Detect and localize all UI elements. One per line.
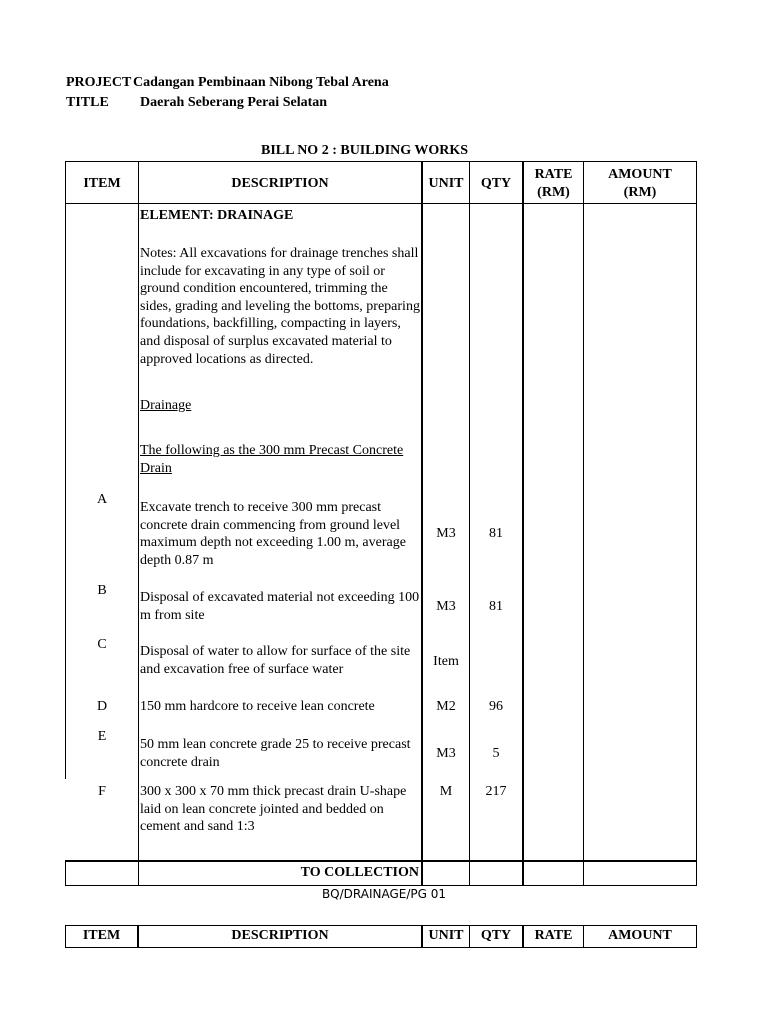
item-qty: 5 bbox=[492, 746, 500, 761]
col-line-unit bbox=[469, 161, 470, 886]
item-code: D bbox=[96, 699, 108, 714]
page2-top-border bbox=[65, 925, 697, 926]
col-header-item: ITEM bbox=[83, 176, 121, 191]
page2-header-description: DESCRIPTION bbox=[231, 928, 329, 943]
col-line-rate bbox=[583, 161, 584, 886]
item-description: 300 x 300 x 70 mm thick precast drain U-shape laid on lean concrete jointed and bedded on cement and sand 1:3 bbox=[140, 784, 407, 835]
amount-line1: AMOUNT bbox=[608, 167, 672, 182]
item-unit: Item bbox=[433, 654, 459, 669]
col-header-unit: UNIT bbox=[428, 176, 464, 191]
table-top-border bbox=[65, 161, 697, 162]
item-qty: 81 bbox=[489, 599, 503, 614]
header-bottom-border bbox=[65, 203, 697, 204]
section-heading: Drainage bbox=[140, 398, 192, 413]
item-unit: M3 bbox=[436, 746, 456, 761]
amount-line2: (RM) bbox=[623, 185, 657, 200]
bill-title: BILL NO 2 : BUILDING WORKS bbox=[261, 143, 469, 158]
item-code: C bbox=[97, 637, 107, 652]
item-qty: 217 bbox=[485, 784, 507, 799]
subsection-heading: The following as the 300 mm Precast Concrete Drain bbox=[140, 443, 404, 476]
item-code: B bbox=[97, 583, 107, 598]
page2-col-line-amount bbox=[696, 925, 697, 948]
col-line-amount bbox=[696, 161, 697, 886]
col-line-item bbox=[138, 161, 139, 886]
col-line-left-collection bbox=[65, 860, 66, 886]
to-collection-label: TO COLLECTION bbox=[300, 865, 419, 880]
col-header-rate bbox=[524, 166, 583, 202]
collection-top-border bbox=[65, 860, 697, 862]
page-reference: BQ/DRAINAGE/PG 01 bbox=[321, 887, 447, 901]
page2-bottom-border bbox=[65, 947, 697, 948]
page2-header-item: ITEM bbox=[82, 928, 121, 943]
item-unit: M bbox=[439, 784, 453, 799]
col-header-qty: QTY bbox=[480, 176, 512, 191]
col-header-amount bbox=[584, 166, 696, 202]
item-qty: 81 bbox=[489, 526, 503, 541]
item-description: 150 mm hardcore to receive lean concrete bbox=[140, 699, 375, 714]
page2-header-unit: UNIT bbox=[428, 928, 464, 943]
col-header-description: DESCRIPTION bbox=[231, 176, 329, 191]
col-line-qty bbox=[522, 161, 524, 886]
item-description: Disposal of water to allow for surface of the site and excavation free of surface water bbox=[140, 644, 411, 677]
item-code: E bbox=[97, 729, 107, 744]
item-description: Disposal of excavated material not exceeding 100 m from site bbox=[140, 590, 420, 623]
page2-header-amount: AMOUNT bbox=[608, 928, 672, 943]
item-qty: 96 bbox=[489, 699, 503, 714]
item-description: 50 mm lean concrete grade 25 to receive precast concrete drain bbox=[140, 737, 411, 770]
title-label: TITLE bbox=[66, 95, 109, 110]
item-unit: M2 bbox=[436, 699, 456, 714]
item-code: F bbox=[98, 784, 106, 799]
page2-header-rate: RATE bbox=[534, 928, 573, 943]
page2-header-qty: QTY bbox=[480, 928, 512, 943]
element-title: ELEMENT: DRAINAGE bbox=[140, 208, 294, 223]
item-code: A bbox=[96, 492, 108, 507]
item-description: Excavate trench to receive 300 mm precast concrete drain commencing from ground level maximum depth not exceeding 1.00 m, average depth 0.87 m bbox=[140, 500, 406, 568]
project-value: Cadangan Pembinaan Nibong Tebal Arena bbox=[133, 75, 389, 90]
notes-text: Notes: All excavations for drainage trenches shall include for excavating in any type of soil or ground condition encountered, trimming the sides, grading and leveling the bottoms, preparing foundations, backfilling, compacting in layers, and disposal of surplus excavated material to approved locations as directed. bbox=[140, 246, 420, 367]
item-unit: M3 bbox=[436, 526, 456, 541]
item-unit: M3 bbox=[436, 599, 456, 614]
table-bottom-border bbox=[65, 885, 697, 886]
rate-line2: (RM) bbox=[537, 185, 570, 200]
title-value: Daerah Seberang Perai Selatan bbox=[140, 95, 328, 110]
project-label: PROJECT bbox=[66, 75, 132, 90]
rate-line1: RATE bbox=[534, 167, 573, 182]
